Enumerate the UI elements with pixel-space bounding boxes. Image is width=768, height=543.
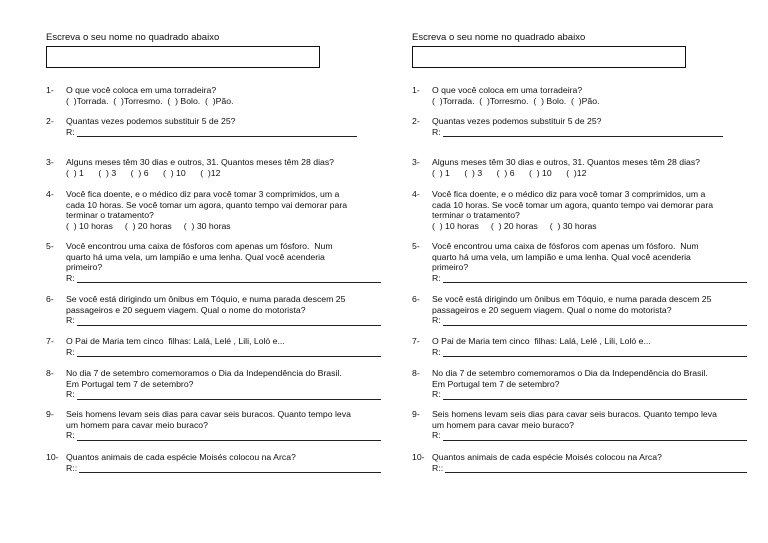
answer-line[interactable] xyxy=(66,389,381,400)
answer-underline[interactable] xyxy=(443,391,747,400)
answer-underline[interactable] xyxy=(443,317,747,326)
question-text-line: ( )Torrada. ( )Torresmo. ( ) Bolo. ( )Pão. xyxy=(66,95,234,106)
question-text-line: Você encontrou uma caixa de fósforos com apenas um fósforo. Num xyxy=(66,241,333,251)
question-9 xyxy=(412,409,747,441)
header-instruction: Escreva o seu nome no quadrado abaixo xyxy=(412,32,586,43)
question-text-line: Em Portugal tem 7 de setembro? xyxy=(66,378,194,389)
question-number: 5- xyxy=(46,241,54,251)
question-text-line: Quantas vezes podemos substituir 5 de 25? xyxy=(432,116,602,126)
question-number: 4- xyxy=(46,189,54,199)
question-10 xyxy=(46,452,381,473)
question-number: 7- xyxy=(412,336,420,346)
answer-line[interactable] xyxy=(432,430,747,441)
question-text-line: O Pai de Maria tem cinco filhas: Lalá, Lelé , Lili, Loló e... xyxy=(432,336,651,346)
question-text-line: Alguns meses têm 30 dias e outros, 31. Quantos meses têm 28 dias? xyxy=(66,157,335,167)
worksheet-right xyxy=(412,0,752,543)
answer-underline[interactable] xyxy=(77,274,381,283)
question-text-line: passageiros e 20 seguem viagem. Qual o nome do motorista? xyxy=(66,304,306,315)
question-text-line: um homem para cavar meio buraco? xyxy=(66,419,208,430)
question-number: 5- xyxy=(412,241,420,251)
answer-underline[interactable] xyxy=(77,391,381,400)
answer-label: R:: xyxy=(66,462,78,473)
answer-underline[interactable] xyxy=(443,128,723,137)
question-number: 7- xyxy=(46,336,54,346)
answer-underline[interactable] xyxy=(445,464,747,473)
question-text-line: ( ) 10 horas ( ) 20 horas ( ) 30 horas xyxy=(432,220,597,231)
question-text-line: Quantas vezes podemos substituir 5 de 25? xyxy=(66,116,236,126)
answer-underline[interactable] xyxy=(443,432,747,441)
question-text-line: Você fica doente, e o médico diz para você tomar 3 comprimidos, um a xyxy=(432,189,706,199)
question-text-line: Quantos animais de cada espécie Moisés colocou na Arca? xyxy=(66,452,296,462)
answer-underline[interactable] xyxy=(79,464,381,473)
question-text-line: ( ) 10 horas ( ) 20 horas ( ) 30 horas xyxy=(66,220,231,231)
question-text-line: No dia 7 de setembro comemoramos o Dia da Independência do Brasil. xyxy=(66,368,342,378)
answer-line[interactable] xyxy=(66,430,381,441)
answer-label: R: xyxy=(66,389,75,400)
worksheet-left xyxy=(46,0,386,543)
name-box[interactable] xyxy=(46,46,320,68)
question-1 xyxy=(46,85,381,106)
answer-label: R: xyxy=(432,430,441,441)
question-text-line: Se você está dirigindo um ônibus em Tóquio, e numa parada descem 25 xyxy=(432,294,712,304)
question-text-line: Se você está dirigindo um ônibus em Tóquio, e numa parada descem 25 xyxy=(66,294,346,304)
question-number: 9- xyxy=(46,409,54,419)
question-text-line: Quantos animais de cada espécie Moisés colocou na Arca? xyxy=(432,452,662,462)
question-text-line: Você fica doente, e o médico diz para você tomar 3 comprimidos, um a xyxy=(66,189,340,199)
answer-label: R: xyxy=(66,430,75,441)
question-text-line: quarto há uma vela, um lampião e uma lenha. Qual você acenderia xyxy=(66,251,325,262)
question-text-line: passageiros e 20 seguem viagem. Qual o nome do motorista? xyxy=(432,304,672,315)
question-text-line: O que você coloca em uma torradeira? xyxy=(66,85,217,95)
question-text-line: Seis homens levam seis dias para cavar seis buracos. Quanto tempo leva xyxy=(66,409,351,419)
question-text-line: um homem para cavar meio buraco? xyxy=(432,419,574,430)
question-text-line: primeiro? xyxy=(432,262,469,273)
question-number: 1- xyxy=(412,85,420,95)
answer-underline[interactable] xyxy=(443,348,747,357)
question-6 xyxy=(412,294,747,326)
answer-line[interactable] xyxy=(432,315,747,326)
question-text-line: O Pai de Maria tem cinco filhas: Lalá, Lelé , Lili, Loló e... xyxy=(66,336,285,346)
answer-underline[interactable] xyxy=(443,274,747,283)
answer-underline[interactable] xyxy=(77,432,381,441)
question-text-line: cada 10 horas. Se você tomar um agora, quanto tempo vai demorar para xyxy=(432,199,714,210)
answer-label: R: xyxy=(66,126,75,137)
question-7 xyxy=(46,336,381,357)
question-number: 4- xyxy=(412,189,420,199)
question-8 xyxy=(46,368,381,400)
question-3 xyxy=(412,157,747,178)
answer-label: R: xyxy=(432,389,441,400)
answer-label: R: xyxy=(432,346,441,357)
question-number: 8- xyxy=(46,368,54,378)
question-number: 6- xyxy=(46,294,54,304)
question-text-line: Você encontrou uma caixa de fósforos com apenas um fósforo. Num xyxy=(432,241,699,251)
answer-line[interactable] xyxy=(432,389,747,400)
answer-label: R: xyxy=(432,315,441,326)
question-6 xyxy=(46,294,381,326)
question-text-line: terminar o tratamento? xyxy=(66,210,154,221)
answer-line[interactable] xyxy=(66,315,381,326)
answer-label: R: xyxy=(432,272,441,283)
answer-line[interactable] xyxy=(432,273,747,284)
question-text-line: primeiro? xyxy=(66,262,103,273)
question-number: 3- xyxy=(46,157,54,167)
question-2 xyxy=(46,116,381,137)
question-number: 6- xyxy=(412,294,420,304)
answer-label: R: xyxy=(66,272,75,283)
question-3 xyxy=(46,157,381,178)
question-number: 10- xyxy=(46,452,59,462)
answer-underline[interactable] xyxy=(77,128,357,137)
answer-line[interactable] xyxy=(432,127,747,138)
question-number: 8- xyxy=(412,368,420,378)
header-instruction: Escreva o seu nome no quadrado abaixo xyxy=(46,32,220,43)
question-7 xyxy=(412,336,747,357)
answer-underline[interactable] xyxy=(77,348,381,357)
question-text-line: O que você coloca em uma torradeira? xyxy=(432,85,583,95)
answer-line[interactable] xyxy=(432,347,747,358)
question-text-line: cada 10 horas. Se você tomar um agora, quanto tempo vai demorar para xyxy=(66,199,348,210)
answer-line[interactable] xyxy=(432,463,747,474)
question-1 xyxy=(412,85,747,106)
question-number: 2- xyxy=(412,116,420,126)
answer-label: R: xyxy=(66,315,75,326)
name-box[interactable] xyxy=(412,46,686,68)
answer-underline[interactable] xyxy=(77,317,381,326)
question-text-line: ( ) 1 ( ) 3 ( ) 6 ( ) 10 ( )12 xyxy=(432,167,587,178)
question-number: 2- xyxy=(46,116,54,126)
answer-line[interactable] xyxy=(66,347,381,358)
question-number: 9- xyxy=(412,409,420,419)
question-number: 1- xyxy=(46,85,54,95)
answer-label: R:: xyxy=(432,462,444,473)
question-10 xyxy=(412,452,747,473)
question-number: 3- xyxy=(412,157,420,167)
answer-line[interactable] xyxy=(66,463,381,474)
question-text-line: ( ) 1 ( ) 3 ( ) 6 ( ) 10 ( )12 xyxy=(66,167,221,178)
question-text-line: Em Portugal tem 7 de setembro? xyxy=(432,378,560,389)
question-9 xyxy=(46,409,381,441)
question-5 xyxy=(46,241,381,283)
answer-line[interactable] xyxy=(66,273,381,284)
answer-label: R: xyxy=(432,126,441,137)
question-text-line: Alguns meses têm 30 dias e outros, 31. Quantos meses têm 28 dias? xyxy=(432,157,701,167)
question-4 xyxy=(412,189,747,231)
question-text-line: Seis homens levam seis dias para cavar seis buracos. Quanto tempo leva xyxy=(432,409,717,419)
question-8 xyxy=(412,368,747,400)
question-text-line: No dia 7 de setembro comemoramos o Dia da Independência do Brasil. xyxy=(432,368,708,378)
question-5 xyxy=(412,241,747,283)
answer-line[interactable] xyxy=(66,127,381,138)
question-4 xyxy=(46,189,381,231)
question-number: 10- xyxy=(412,452,425,462)
question-text-line: ( )Torrada. ( )Torresmo. ( ) Bolo. ( )Pão. xyxy=(432,95,600,106)
question-text-line: terminar o tratamento? xyxy=(432,210,520,221)
answer-label: R: xyxy=(66,346,75,357)
question-2 xyxy=(412,116,747,137)
question-text-line: quarto há uma vela, um lampião e uma lenha. Qual você acenderia xyxy=(432,251,691,262)
